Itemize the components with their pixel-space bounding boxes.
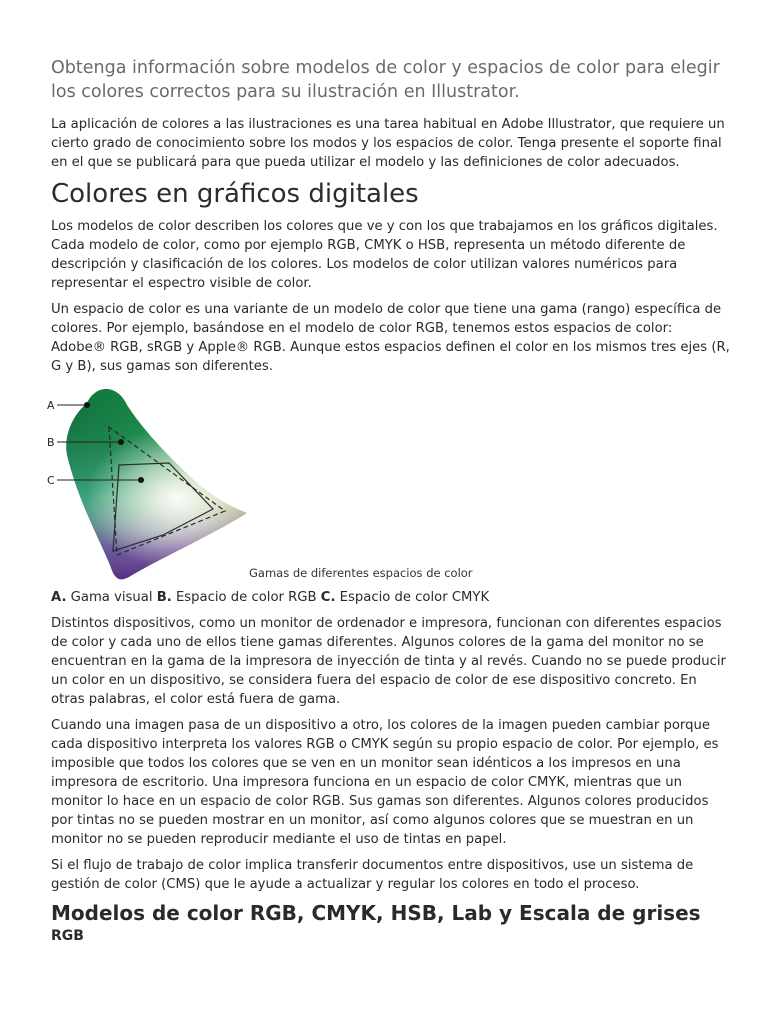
gamut-figure: [47, 383, 731, 588]
legend-key-b: B.: [156, 590, 172, 605]
body-paragraph-5: Si el flujo de trabajo de color implica transferir documentos entre dispositivos, use un sistema de gestión de color (CMS) que le ayude a actualizar y regular los colores en todo el proceso.: [51, 858, 694, 892]
section-heading: Colores en gráficos digitales: [51, 179, 419, 209]
figure-caption: Gamas de diferentes espacios de color: [249, 566, 473, 580]
gamut-diagram: [47, 385, 307, 590]
figure-label-c: C: [47, 474, 55, 487]
legend-text-c: Espacio de color CMYK: [335, 590, 490, 605]
legend-text-b: Espacio de color RGB: [171, 590, 321, 605]
section-paragraph-1: Los modelos de color describen los colores que ve y con los que trabajamos en los gráficos digitales. Cada modelo de color, como por ejemplo RGB, CMYK o HSB, representa un método diferente de descripción y clasificación de los colores. Los modelos de color utilizan valores numéricos para representar el espectro visible de color.: [51, 219, 718, 291]
legend-text-a: Gama visual: [66, 590, 157, 605]
rgb-subheading: RGB: [51, 928, 84, 944]
models-heading: Modelos de color RGB, CMYK, HSB, Lab y Escala de grises: [51, 901, 701, 925]
figure-label-b: B: [47, 436, 55, 449]
body-paragraph-3: Distintos dispositivos, como un monitor de ordenador e impresora, funcionan con diferentes espacios de color y cada uno de ellos tiene gamas diferentes. Algunos colores de la gama del monitor no se encuentran en la gama de la impresora de inyección de tinta y al revés. Cuando no se puede producir un color en un dispositivo, se considera fuera del espacio de color de ese dispositivo concreto. En otras palabras, el color está fuera de gama.: [51, 616, 726, 707]
legend-key-c: C.: [320, 590, 336, 605]
figure-legend: [51, 588, 731, 607]
figure-label-a: A: [47, 399, 55, 412]
intro-lead: Obtenga información sobre modelos de color y espacios de color para elegir los colores correctos para su ilustración en Illustrator.: [51, 58, 720, 102]
body-paragraph-4: Cuando una imagen pasa de un dispositivo a otro, los colores de la imagen pueden cambiar porque cada dispositivo interpreta los valores RGB o CMYK según su propio espacio de color. Por ejemplo, es imposible que todos los colores que se ven en un monitor sean idénticos a los impresos en una impresora de escritorio. Una impresora funciona en un espacio de color CMYK, mientras que un monitor lo hace en un espacio de color RGB. Sus gamas son diferentes. Algunos colores producidos por tintas no se pueden mostrar en un monitor, así como algunos colores que se muestran en un monitor no se pueden reproducir mediante el uso de tintas en papel.: [51, 718, 719, 847]
document-page: [47, 56, 731, 945]
intro-paragraph: La aplicación de colores a las ilustraciones es una tarea habitual en Adobe Illustrator, que requiere un cierto grado de conocimiento sobre los modos y los espacios de color. Tenga presente el soporte final en el que se publicará para que pueda utilizar el modelo y las definiciones de color adecuados.: [51, 117, 725, 170]
section-paragraph-2: Un espacio de color es una variante de un modelo de color que tiene una gama (rango) específica de colores. Por ejemplo, basándose en el modelo de color RGB, tenemos estos espacios de color: Adobe® RGB, sRGB y Apple® RGB. Aunque estos espacios definen el color en los mismos tres ejes (R, G y B), sus gamas son diferentes.: [51, 302, 730, 374]
legend-key-a: A.: [51, 590, 67, 605]
